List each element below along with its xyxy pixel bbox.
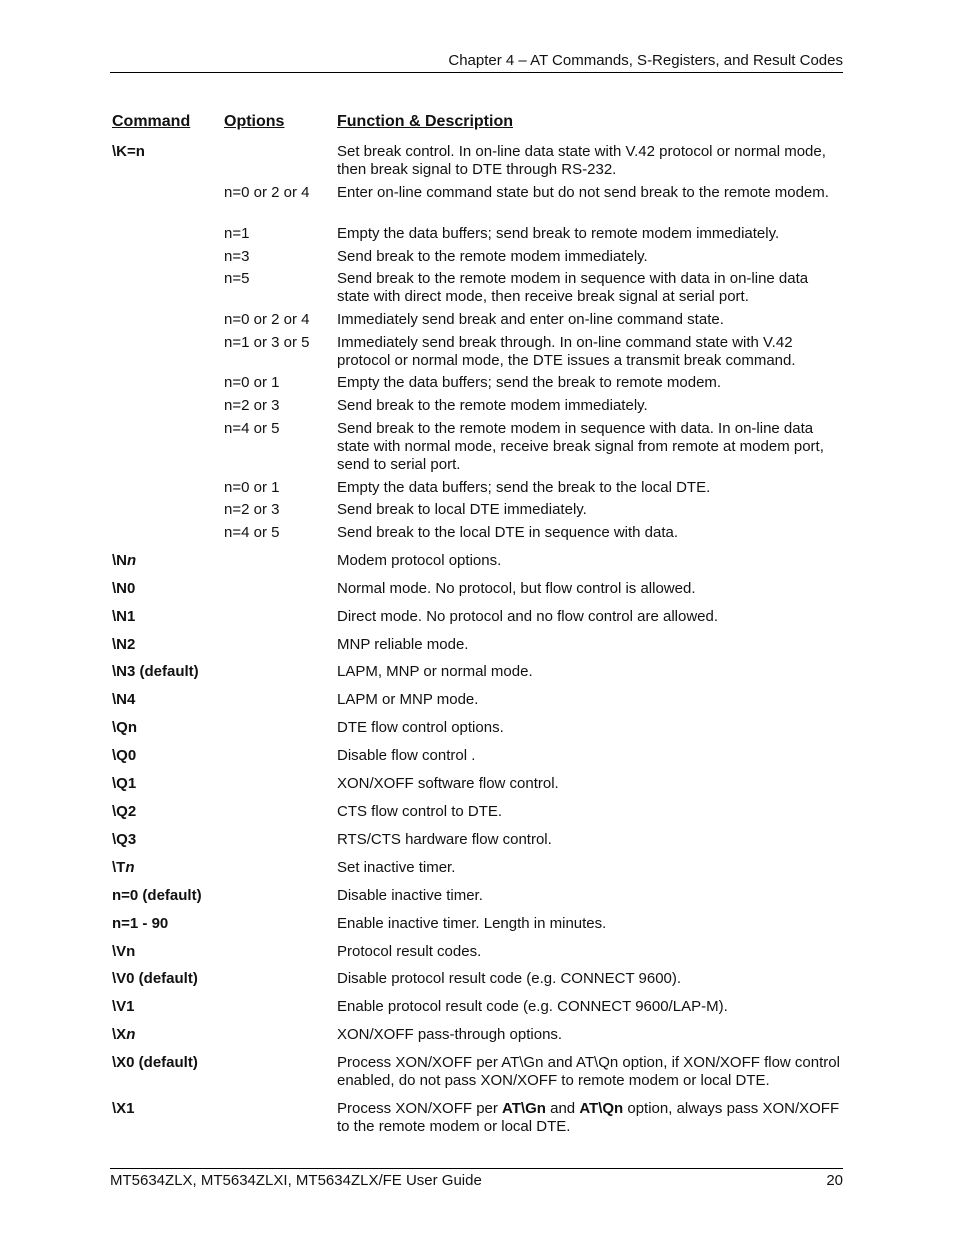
command-cell: \X1 [112, 1100, 135, 1117]
description-cell: Disable inactive timer. [337, 887, 483, 904]
description-cell: Modem protocol options. [337, 552, 502, 569]
description-cell: Immediately send break and enter on-line command state. [337, 311, 724, 328]
description-cell: Empty the data buffers; send the break to the local DTE. [337, 479, 711, 496]
command-cell: \Qn [112, 719, 137, 736]
page-header [110, 52, 843, 73]
command-cell: \V1 [112, 998, 135, 1015]
option-cell: n=0 or 1 [224, 374, 280, 391]
command-cell: \Nn [112, 552, 137, 569]
description-cell: Direct mode. No protocol and no flow control are allowed. [337, 608, 719, 625]
command-cell: \Q1 [112, 775, 137, 792]
page-number: 20 [826, 1172, 843, 1189]
option-cell: n=0 or 1 [224, 479, 280, 496]
description-cell: Enable inactive timer. Length in minutes. [337, 915, 607, 932]
option-cell: n=1 or 3 or 5 [224, 334, 310, 351]
description-cell: Disable flow control . [337, 747, 476, 764]
command-cell: \N4 [112, 691, 136, 708]
option-cell: n=5 [224, 270, 250, 287]
description-cell: Process XON/XOFF per AT\Gn and AT\Qn option, if XON/XOFF flow control enabled, do not pass XON/XOFF to remote modem or local DTE. [337, 1054, 840, 1089]
command-cell: \N1 [112, 608, 136, 625]
option-cell: n=0 or 2 or 4 [224, 311, 310, 328]
description-cell: LAPM, MNP or normal mode. [337, 663, 533, 680]
column-header-command: Command [112, 113, 191, 130]
description-cell: LAPM or MNP mode. [337, 691, 479, 708]
description-cell: Send break to the local DTE in sequence with data. [337, 524, 679, 541]
description-cell: CTS flow control to DTE. [337, 803, 503, 820]
description-cell: Send break to the remote modem in sequence with data. In on-line data state with normal mode, receive break signal from remote at modem port, send to serial port. [337, 420, 824, 473]
description-cell: Empty the data buffers; send break to remote modem immediately. [337, 225, 780, 242]
command-cell: \V0 (default) [112, 970, 198, 987]
chapter-title: Chapter 4 – AT Commands, S-Registers, and Result Codes [448, 52, 843, 69]
description-cell: Send break to the remote modem in sequence with data in on-line data state with direct mode, then receive break signal at serial port. [337, 270, 809, 305]
description-cell: DTE flow control options. [337, 719, 504, 736]
command-cell: \Q2 [112, 803, 137, 820]
description-cell: Empty the data buffers; send the break to remote modem. [337, 374, 722, 391]
description-cell: XON/XOFF software flow control. [337, 775, 559, 792]
column-header-options: Options [224, 113, 285, 130]
description-cell: Process XON/XOFF per AT\Gn and AT\Qn option, always pass XON/XOFF to the remote modem or local DTE. [337, 1100, 840, 1135]
option-cell: n=0 or 2 or 4 [224, 184, 310, 201]
description-cell: Set inactive timer. [337, 859, 456, 876]
guide-title: MT5634ZLX, MT5634ZLXI, MT5634ZLX/FE User Guide [110, 1172, 482, 1189]
description-cell: Send break to the remote modem immediately. [337, 248, 648, 265]
description-cell: Send break to the remote modem immediately. [337, 397, 648, 414]
page-footer [110, 1168, 843, 1189]
description-cell: Enter on-line command state but do not send break to the remote modem. [337, 184, 829, 201]
description-cell: Send break to local DTE immediately. [337, 501, 587, 518]
command-cell: \Tn [112, 859, 135, 876]
description-cell: Enable protocol result code (e.g. CONNECT 9600/LAP-M). [337, 998, 728, 1015]
command-cell: n=1 - 90 [112, 915, 169, 932]
description-cell: Normal mode. No protocol, but flow control is allowed. [337, 580, 696, 597]
option-cell: n=4 or 5 [224, 420, 280, 437]
command-cell: \Q0 [112, 747, 137, 764]
description-cell: Immediately send break through. In on-line command state with V.42 protocol or normal mode, the DTE issues a transmit break command. [337, 334, 796, 369]
description-cell: Protocol result codes. [337, 943, 482, 960]
description-cell: Disable protocol result code (e.g. CONNECT 9600). [337, 970, 682, 987]
command-cell: \N0 [112, 580, 136, 597]
option-cell: n=2 or 3 [224, 501, 280, 518]
description-cell: Set break control. In on-line data state with V.42 protocol or normal mode, then break signal to DTE through RS-232. [337, 143, 826, 178]
option-cell: n=4 or 5 [224, 524, 280, 541]
option-cell: n=1 [224, 225, 250, 242]
command-cell: n=0 (default) [112, 887, 202, 904]
command-cell: \N3 (default) [112, 663, 199, 680]
description-cell: XON/XOFF pass-through options. [337, 1026, 563, 1043]
option-cell: n=2 or 3 [224, 397, 280, 414]
option-cell: n=3 [224, 248, 250, 265]
command-cell: \X0 (default) [112, 1054, 198, 1071]
command-cell: \Vn [112, 943, 136, 960]
description-cell: RTS/CTS hardware flow control. [337, 831, 552, 848]
command-cell: \K=n [112, 143, 145, 160]
command-cell: \Q3 [112, 831, 137, 848]
command-cell: \N2 [112, 636, 136, 653]
column-header-description: Function & Description [337, 113, 513, 130]
description-cell: MNP reliable mode. [337, 636, 469, 653]
command-cell: \Xn [112, 1026, 136, 1043]
